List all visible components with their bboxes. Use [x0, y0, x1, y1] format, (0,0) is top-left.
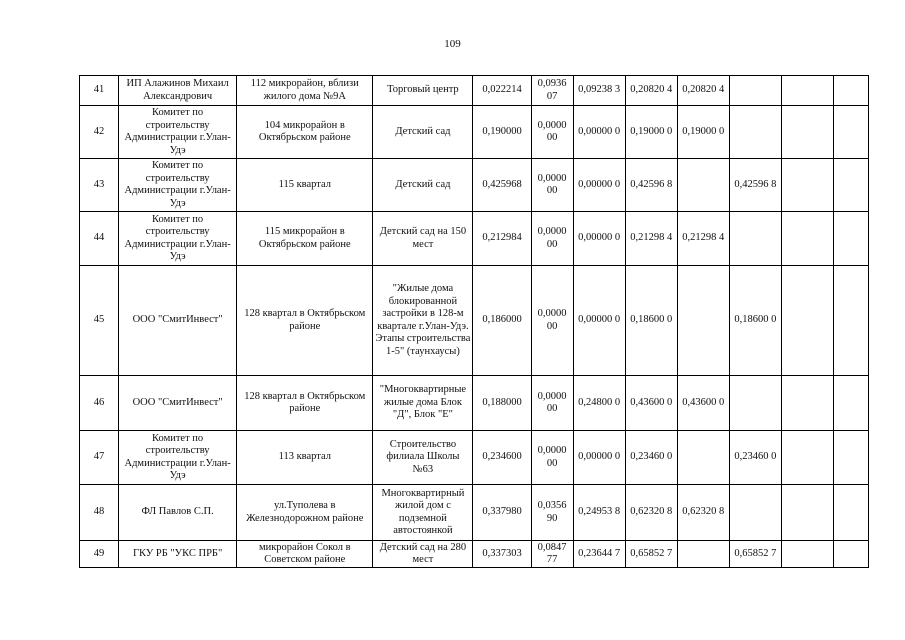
value-cell-1: 0,0000 00: [531, 106, 573, 159]
page-number: 109: [444, 38, 461, 50]
value-cell-6: [781, 431, 833, 485]
location-cell: 115 микрорайон в Октябрьском районе: [237, 212, 373, 266]
area-cell: 0,337303: [473, 541, 531, 568]
value-cell-4: 0,19000 0: [677, 106, 729, 159]
table-row: [80, 266, 869, 376]
organization-cell: Комитет по строительству Администрации г.Улан-Удэ: [119, 212, 237, 266]
organization-cell: ФЛ Павлов С.П.: [119, 485, 237, 541]
empty-cell: [833, 266, 868, 376]
area-cell: 0,188000: [473, 376, 531, 431]
value-cell-5: [729, 106, 781, 159]
value-cell-4: [677, 159, 729, 212]
value-cell-2: 0,00000 0: [573, 266, 625, 376]
value-cell-4: 0,21298 4: [677, 212, 729, 266]
row-number: 41: [80, 76, 119, 106]
value-cell-1: 0,0847 77: [531, 541, 573, 568]
value-cell-2: 0,24953 8: [573, 485, 625, 541]
value-cell-4: 0,62320 8: [677, 485, 729, 541]
value-cell-3: 0,19000 0: [625, 106, 677, 159]
location-cell: 113 квартал: [237, 431, 373, 485]
empty-cell: [833, 485, 868, 541]
organization-cell: ООО "СмитИнвест": [119, 266, 237, 376]
organization-cell: ООО "СмитИнвест": [119, 376, 237, 431]
location-cell: микрорайон Сокол в Советском районе: [237, 541, 373, 568]
value-cell-1: 0,0356 90: [531, 485, 573, 541]
location-cell: 128 квартал в Октябрьском районе: [237, 266, 373, 376]
location-cell: ул.Туполева в Железнодорожном районе: [237, 485, 373, 541]
value-cell-3: 0,23460 0: [625, 431, 677, 485]
value-cell-3: 0,43600 0: [625, 376, 677, 431]
location-cell: 112 микрорайон, вблизи жилого дома №9А: [237, 76, 373, 106]
value-cell-6: [781, 266, 833, 376]
value-cell-6: [781, 159, 833, 212]
table-row: [80, 485, 869, 541]
area-cell: 0,337980: [473, 485, 531, 541]
value-cell-3: 0,65852 7: [625, 541, 677, 568]
location-cell: 115 квартал: [237, 159, 373, 212]
value-cell-2: 0,00000 0: [573, 106, 625, 159]
object-cell: Строительство филиала Школы №63: [373, 431, 473, 485]
value-cell-2: 0,23644 7: [573, 541, 625, 568]
value-cell-6: [781, 376, 833, 431]
row-number: 49: [80, 541, 119, 568]
object-cell: Детский сад: [373, 106, 473, 159]
value-cell-2: 0,09238 3: [573, 76, 625, 106]
value-cell-1: 0,0000 00: [531, 376, 573, 431]
row-number: 44: [80, 212, 119, 266]
table-row: [80, 106, 869, 159]
value-cell-1: 0,0000 00: [531, 212, 573, 266]
value-cell-6: [781, 485, 833, 541]
location-cell: 104 микрорайон в Октябрьском районе: [237, 106, 373, 159]
organization-cell: Комитет по строительству Администрации г.Улан-Удэ: [119, 431, 237, 485]
area-cell: 0,186000: [473, 266, 531, 376]
row-number: 47: [80, 431, 119, 485]
value-cell-1: 0,0000 00: [531, 159, 573, 212]
empty-cell: [833, 106, 868, 159]
value-cell-3: 0,42596 8: [625, 159, 677, 212]
value-cell-3: 0,62320 8: [625, 485, 677, 541]
organization-cell: ИП Алажинов Михаил Александрович: [119, 76, 237, 106]
row-number: 43: [80, 159, 119, 212]
value-cell-5: 0,42596 8: [729, 159, 781, 212]
value-cell-2: 0,24800 0: [573, 376, 625, 431]
empty-cell: [833, 541, 868, 568]
area-cell: 0,190000: [473, 106, 531, 159]
value-cell-3: 0,21298 4: [625, 212, 677, 266]
value-cell-4: 0,43600 0: [677, 376, 729, 431]
value-cell-5: [729, 76, 781, 106]
table-row: [80, 76, 869, 106]
empty-cell: [833, 76, 868, 106]
value-cell-2: 0,00000 0: [573, 159, 625, 212]
value-cell-1: 0,0936 07: [531, 76, 573, 106]
object-cell: Детский сад на 150 мест: [373, 212, 473, 266]
value-cell-4: [677, 431, 729, 485]
value-cell-5: 0,65852 7: [729, 541, 781, 568]
empty-cell: [833, 431, 868, 485]
empty-cell: [833, 159, 868, 212]
row-number: 48: [80, 485, 119, 541]
value-cell-3: 0,18600 0: [625, 266, 677, 376]
row-number: 45: [80, 266, 119, 376]
value-cell-6: [781, 541, 833, 568]
organization-cell: ГКУ РБ "УКС ПРБ": [119, 541, 237, 568]
row-number: 46: [80, 376, 119, 431]
row-number: 42: [80, 106, 119, 159]
value-cell-4: [677, 541, 729, 568]
value-cell-4: 0,20820 4: [677, 76, 729, 106]
organization-cell: Комитет по строительству Администрации г.Улан-Удэ: [119, 159, 237, 212]
value-cell-6: [781, 212, 833, 266]
value-cell-5: [729, 376, 781, 431]
organization-cell: Комитет по строительству Администрации г.Улан-Удэ: [119, 106, 237, 159]
object-cell: "Жилые дома блокированной застройки в 128-м квартале г.Улан-Удэ. Этапы строительства 1-5" (таунхаусы): [373, 266, 473, 376]
value-cell-4: [677, 266, 729, 376]
empty-cell: [833, 376, 868, 431]
location-cell: 128 квартал в Октябрьском районе: [237, 376, 373, 431]
table-row: [80, 376, 869, 431]
area-cell: 0,425968: [473, 159, 531, 212]
value-cell-2: 0,00000 0: [573, 431, 625, 485]
area-cell: 0,022214: [473, 76, 531, 106]
area-cell: 0,234600: [473, 431, 531, 485]
value-cell-2: 0,00000 0: [573, 212, 625, 266]
object-cell: Торговый центр: [373, 76, 473, 106]
table-row: [80, 541, 869, 568]
table-row: [80, 159, 869, 212]
value-cell-5: [729, 485, 781, 541]
value-cell-3: 0,20820 4: [625, 76, 677, 106]
object-cell: "Многоквартирные жилые дома Блок "Д", Блок "Е": [373, 376, 473, 431]
object-cell: Детский сад: [373, 159, 473, 212]
value-cell-6: [781, 106, 833, 159]
object-cell: Детский сад на 280 мест: [373, 541, 473, 568]
value-cell-5: 0,23460 0: [729, 431, 781, 485]
area-cell: 0,212984: [473, 212, 531, 266]
table-row: [80, 212, 869, 266]
document-table: [79, 75, 869, 568]
value-cell-5: 0,18600 0: [729, 266, 781, 376]
value-cell-1: 0,0000 00: [531, 431, 573, 485]
empty-cell: [833, 212, 868, 266]
value-cell-6: [781, 76, 833, 106]
value-cell-5: [729, 212, 781, 266]
value-cell-1: 0,0000 00: [531, 266, 573, 376]
table-row: [80, 431, 869, 485]
object-cell: Многоквартирный жилой дом с подземной автостоянкой: [373, 485, 473, 541]
